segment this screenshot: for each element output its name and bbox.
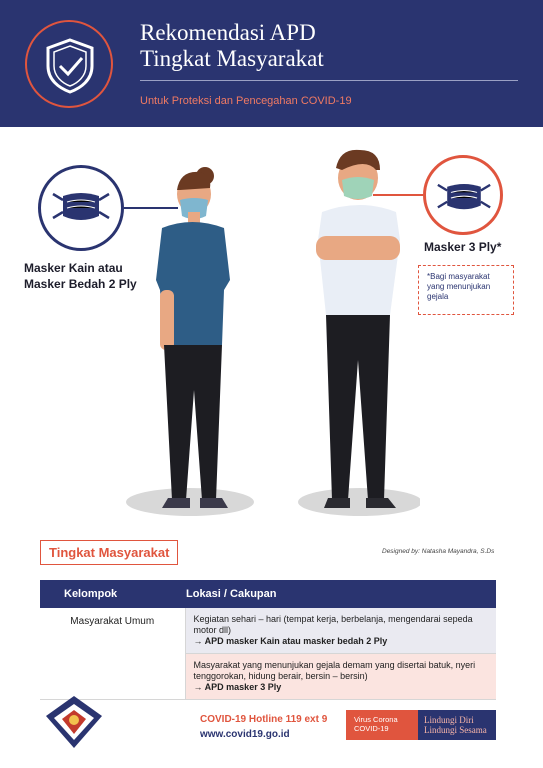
header-banner xyxy=(0,0,543,127)
right-mask-label: Masker 3 Ply* xyxy=(424,240,502,254)
badge-virus-corona: Virus Corona COVID-19 xyxy=(346,710,418,740)
table-row xyxy=(40,608,496,654)
designer-credit: Designed by: Natasha Mayandra, S.Ds xyxy=(382,548,495,555)
left-mask-label: Masker Kain atau Masker Bedah 2 Ply xyxy=(24,261,137,291)
bnpb-emblem-logo xyxy=(44,694,104,750)
website-link[interactable]: www.covid19.go.id xyxy=(200,729,290,740)
location-cell: Masyarakat yang menunjukan gejala demam yang disertai batuk, nyeri tenggorokan, hidung berair, bersin – bersin) → APD masker 3 Ply xyxy=(185,654,496,700)
badge-lindungi: Lindungi Diri Lindungi Sesama xyxy=(418,710,496,740)
surgical-mask-icon xyxy=(423,155,503,235)
shield-check-icon xyxy=(25,20,113,108)
location-cell: Kegiatan sehari – hari (tempat kerja, berbelanja, mengendarai sepeda motor dll) → APD masker Kain atau masker bedah 2 Ply xyxy=(185,608,496,654)
column-header-lokasi: Lokasi / Cakupan xyxy=(185,580,496,608)
symptom-note: *Bagi masyarakat yang menunjukan gejala xyxy=(418,265,514,315)
table-header-row xyxy=(40,580,496,608)
section-title: Tingkat Masyarakat xyxy=(40,540,178,565)
title-divider xyxy=(140,80,518,81)
cloth-mask-icon xyxy=(38,165,124,251)
page-title: Rekomendasi APD Tingkat Masyarakat xyxy=(140,20,324,71)
hotline-info xyxy=(200,712,327,742)
group-cell: Masyarakat Umum xyxy=(40,608,185,700)
recommendation-table xyxy=(40,580,496,700)
hotline-number: COVID-19 Hotline 119 ext 9 xyxy=(200,714,328,725)
man-figure xyxy=(316,150,400,508)
woman-figure xyxy=(156,167,230,508)
page-subtitle: Untuk Proteksi dan Pencegahan COVID-19 xyxy=(140,95,352,107)
people-illustration xyxy=(120,140,420,530)
column-header-kelompok: Kelompok xyxy=(40,580,185,608)
campaign-badge xyxy=(346,710,496,740)
